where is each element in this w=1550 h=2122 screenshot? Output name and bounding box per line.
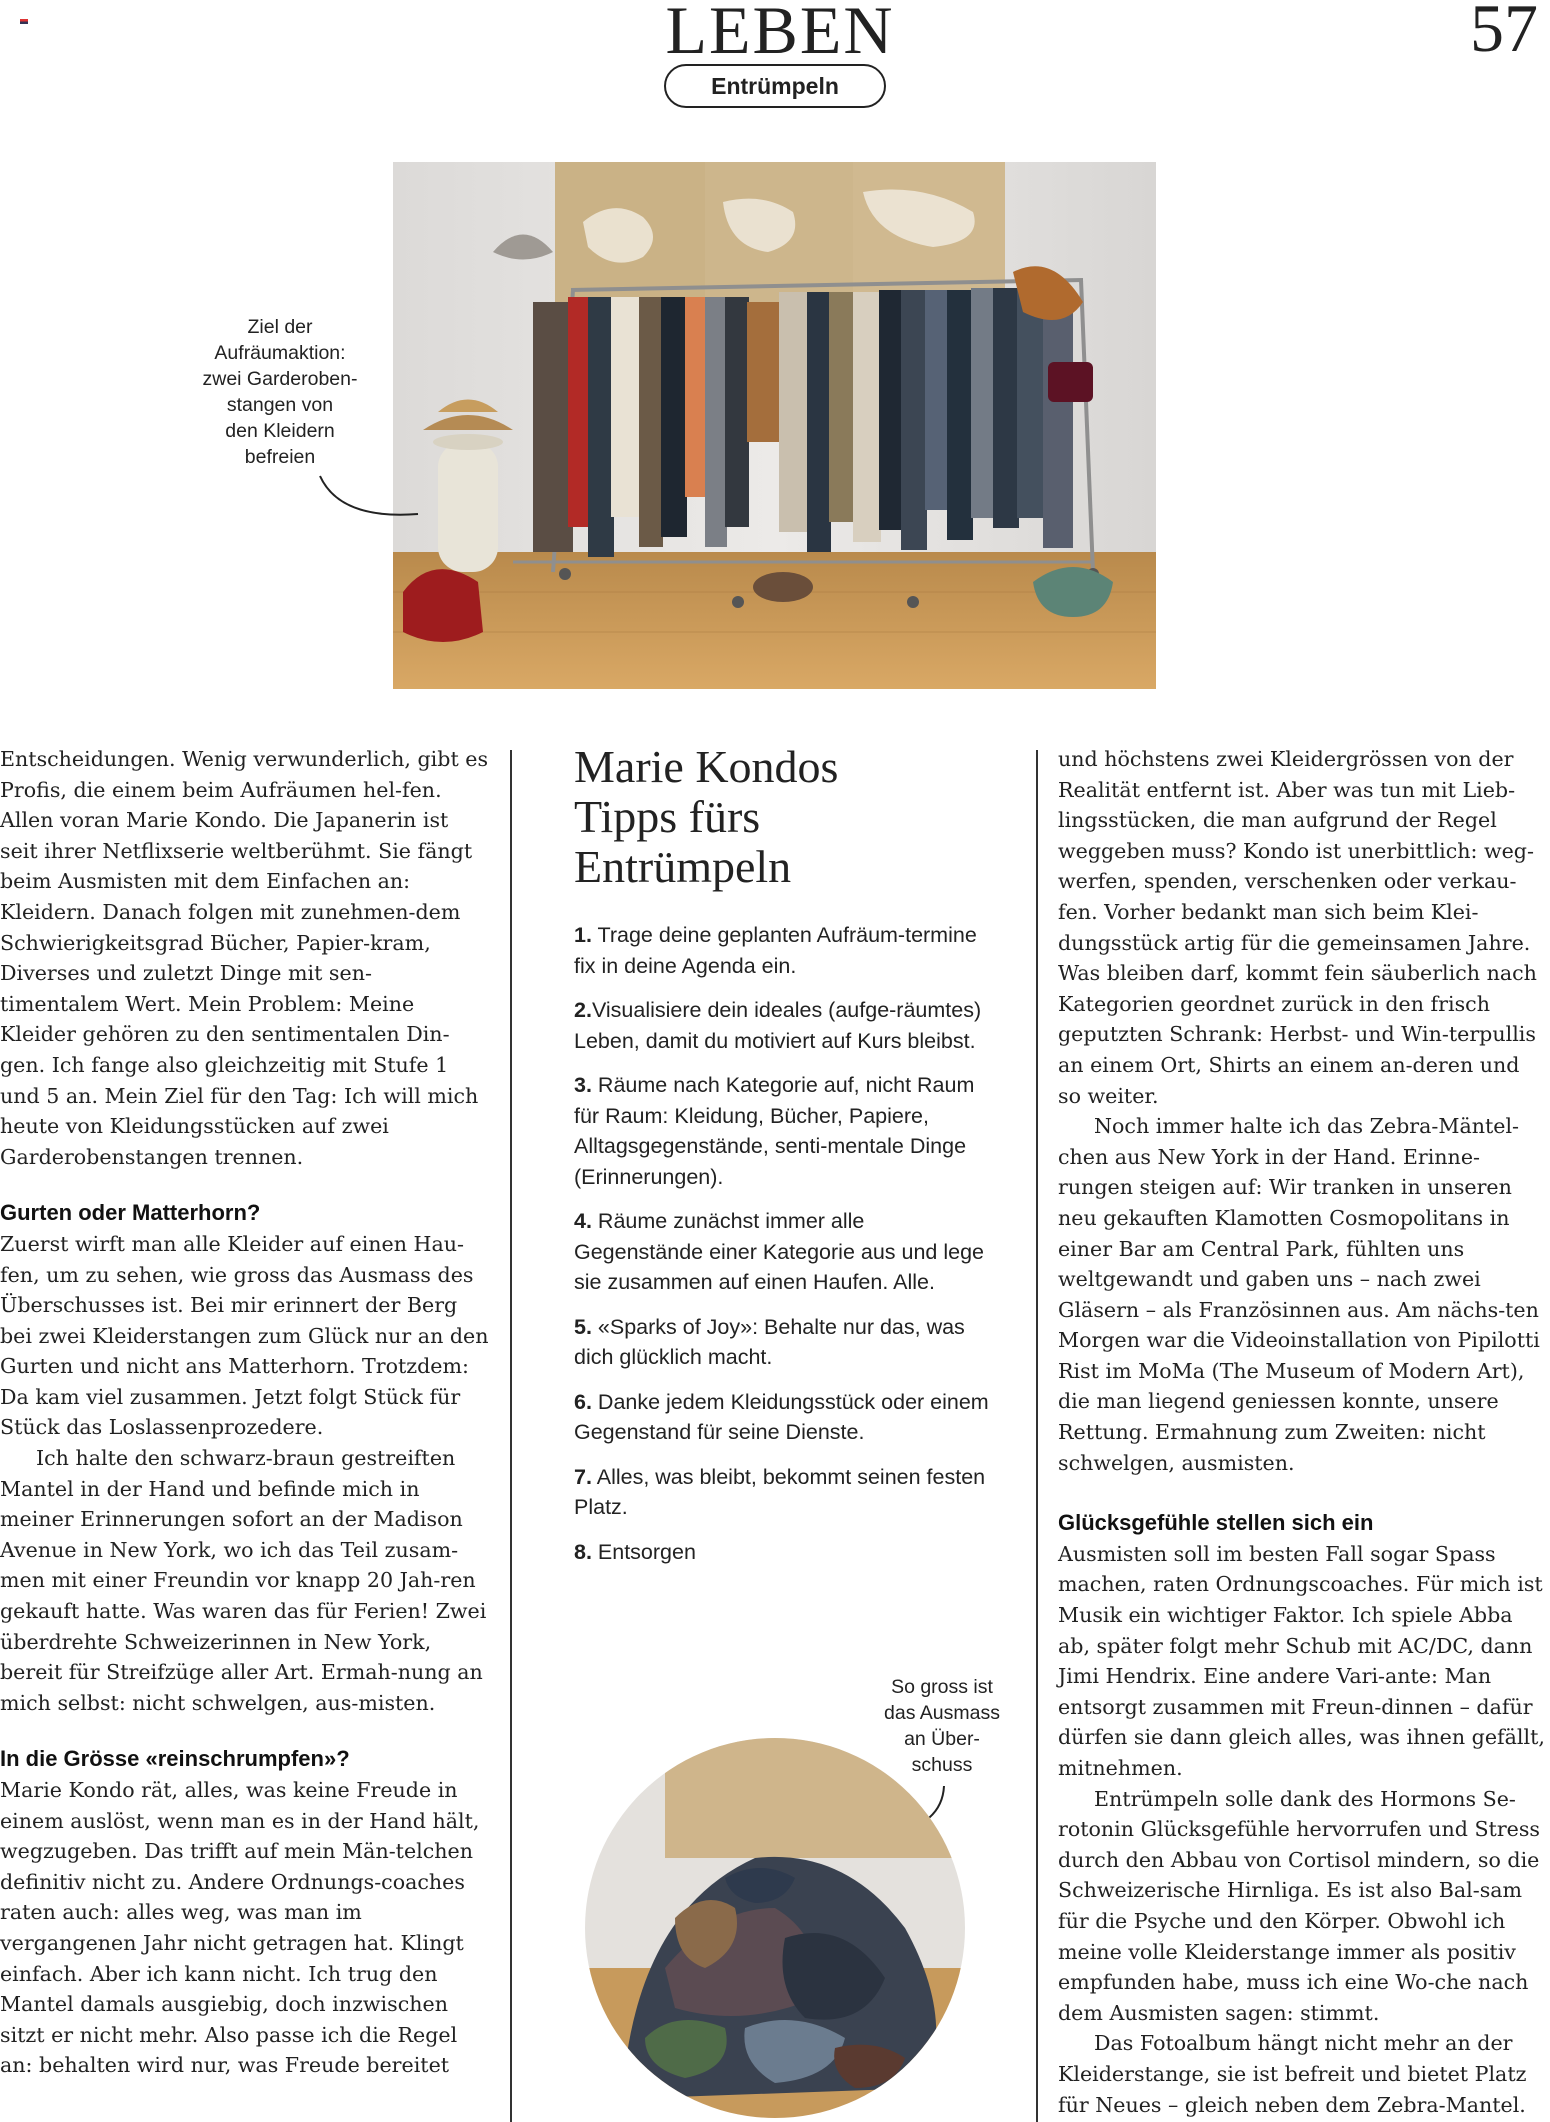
tip-item: [574, 1206, 994, 1298]
subsection-label: Entrümpeln: [664, 64, 886, 108]
tip-item: [574, 1462, 994, 1523]
tip-number: 7.: [574, 1464, 592, 1489]
tips-box-title: Marie Kondos Tipps fürs Entrümpeln: [574, 741, 839, 892]
column-divider-left: [510, 750, 512, 2122]
paragraph: Das Fotoalbum hängt nicht mehr an der Kleiderstange, sie ist befreit und bietet Platz für Neues – gleich neben dem Zebra-Mantel.: [1058, 2031, 1527, 2117]
clothes-rack-photo: [393, 162, 1156, 689]
tip-number: 4.: [574, 1209, 592, 1233]
section-title: LEBEN: [665, 0, 895, 68]
tip-number: 1.: [574, 923, 592, 947]
tip-text: Trage deine geplanten Aufräum-termine fix in deine Agenda ein.: [574, 923, 977, 978]
subheading-gluecksgefuehle: Glücksgefühle stellen sich ein: [1058, 1510, 1374, 1536]
tip-text: «Sparks of Joy»: Behalte nur das, was dich glücklich macht.: [574, 1314, 965, 1369]
paragraph: Marie Kondo rät, alles, was keine Freude in einem auslöst, wenn man es in der Hand hält, wegzugeben. Das trifft auf mein Män-telchen definitiv nicht zu. Andere Ordnungs-coaches raten auch: alles weg, was man im vergangenen Jahr nicht getragen hat. Klingt einfach. Aber ich kann nicht. Ich trug den Mantel damals ausgiebig, doch inzwischen sitzt er nicht mehr. Also passe ich die Regel an: behalten wird nur, was Freude bereitet: [0, 1778, 480, 2078]
paragraph: Zuerst wirft man alle Kleider auf einen Hau-fen, um zu sehen, wie gross das Ausmass des Überschusses ist. Bei mir erinnert der Berg bei zwei Kleiderstangen zum Glück nur an den Gurten und nicht ans Matterhorn. Trotzdem: Da kam viel zusammen. Jetzt folgt Stück für Stück das Loslassenprozedere.: [0, 1231, 489, 1440]
tip-item: [574, 920, 994, 981]
subheading-groesse: In die Grösse «reinschrumpfen»?: [0, 1746, 350, 1772]
tip-text: Visualisiere dein ideales (aufge-räumtes) Leben, damit du motiviert auf Kurs bleibst.: [574, 998, 982, 1053]
left-column: [0, 744, 490, 2081]
tip-item: [574, 1070, 994, 1192]
tip-item: [574, 1387, 994, 1448]
tip-number: 3.: [574, 1073, 592, 1097]
pile-caption: So gross ist das Ausmass an Über- schuss: [884, 1676, 1000, 1776]
tip-number: 6.: [574, 1389, 592, 1414]
tips-list: [574, 920, 994, 1581]
column-divider-right: [1036, 750, 1038, 2122]
page-number: 57: [1470, 0, 1538, 66]
paragraph: Ausmisten soll im besten Fall sogar Spass machen, raten Ordnungscoaches. Für mich ist Musik ein wichtiger Faktor. Ich spiele Abba ab, später folgt mehr Schub mit AC/DC, dann Jimi Hendrix. Eine andere Vari-ante: Man entsorgt zusammen mit Freun-dinnen – dafür dürfen sie dann gleich alles, was ihnen gefällt, mitnehmen.: [1058, 1541, 1545, 1780]
tip-item: [574, 995, 994, 1056]
tip-item: [574, 1537, 994, 1568]
tip-text: Entsorgen: [591, 1539, 696, 1564]
tip-text: Räume nach Kategorie auf, nicht Raum für Raum: Kleidung, Bücher, Papiere, Alltagsgegenstände, senti-mentale Dinge (Erinnerungen).: [574, 1073, 975, 1189]
tip-number: 2.: [574, 998, 592, 1022]
tip-text: Räume zunächst immer alle Gegenstände einer Kategorie aus und lege sie zusammen auf einen Haufen. Alle.: [574, 1209, 985, 1294]
tip-item: [574, 1312, 994, 1373]
paragraph: Entrümpeln solle dank des Hormons Se-rotonin Glücksgefühle hervorrufen und Stress durch den Abbau von Cortisol mindern, so die Schweizerische Hirnliga. Es ist also Bal-sam für die Psyche und den Körper. Obwohl ich meine volle Kleiderstange immer als positiv empfunden habe, muss ich eine Wo-che nach dem Ausmisten sagen: stimmt.: [1058, 1786, 1541, 2025]
tip-number: 5.: [574, 1314, 592, 1339]
tip-text: Danke jedem Kleidungsstück oder einem Gegenstand für seine Dienste.: [574, 1389, 989, 1444]
photo-caption: Ziel der Aufräumaktion: zwei Garderoben- stangen von den Kleidern befreien: [202, 316, 358, 468]
right-column: [1058, 744, 1548, 2120]
intro-paragraph: Entscheidungen. Wenig verwunderlich, gibt es Profis, die einem beim Aufräumen hel-fen. Allen voran Marie Kondo. Die Japanerin ist seit ihrer Netflixserie weltberühmt. Sie fängt beim Ausmisten mit dem Einfachen an: Kleidern. Danach folgen mit zunehmen-dem Schwierigkeitsgrad Bücher, Papier-kram, Diverses und zuletzt Dinge mit sen-timentalem Wert. Mein Problem: Meine Kleider gehören zu den sentimentalen Din-gen. Ich fange also gleichzeitig mit Stufe 1 und 5 an. Mein Ziel für den Tag: Ich will mich heute von Kleidungsstücken auf zwei Garderobenstangen trennen.: [0, 747, 489, 1169]
paragraph: und höchstens zwei Kleidergrössen von der Realität entfernt ist. Aber was tun mit Lieb-lingsstücken, die man aufgrund der Regel weggeben muss? Kondo ist unerbittlich: weg-werfen, spenden, verschenken oder verkau-fen. Vorher bedankt man sich beim Klei-dungsstück artig für die gemeinsamen Jahre. Was bleiben darf, kommt fein säuberlich nach Kategorien geordnet zurück in den frisch geputzten Schrank: Herbst- und Win-terpullis an einem Ort, Shirts an einem an-deren und so weiter.: [1058, 747, 1537, 1108]
tip-text: Alles, was bleibt, bekommt seinen festen Platz.: [574, 1464, 986, 1519]
paragraph: Ich halte den schwarz-braun gestreiften Mantel in der Hand und befinde mich in meiner Erinnerungen sofort an der Madison Avenue in New York, wo ich das Teil zusam-men mit einer Freundin vor knapp 20 Jah-ren gekauft hatte. Was waren das für Ferien! Zwei überdrehte Schweizerinnen in New York, bereit für Streifzüge aller Art. Ermah-nung an mich selbst: nicht schwelgen, aus-misten.: [0, 1446, 487, 1715]
caption-pointer: [300, 470, 420, 530]
paragraph: Noch immer halte ich das Zebra-Mäntel-chen aus New York in der Hand. Erinne-rungen steigen auf: Wir tranken in unseren neu gekauften Klamotten Cosmopolitans in einer Bar am Central Park, fühlten uns weltgewandt und gaben uns – nach zwei Gläsern – als Französinnen aus. Am nächs-ten Morgen war die Videoinstallation von Pipilotti Rist im MoMa (The Museum of Modern Art), die man liegend geniessen konnte, unsere Rettung. Ermahnung zum Zweiten: nicht schwelgen, ausmisten.: [1058, 1114, 1540, 1475]
clothes-pile-photo: [585, 1738, 965, 2118]
tip-number: 8.: [574, 1539, 592, 1564]
subheading-gurten: Gurten oder Matterhorn?: [0, 1200, 261, 1226]
flag-icon: [20, 19, 28, 24]
